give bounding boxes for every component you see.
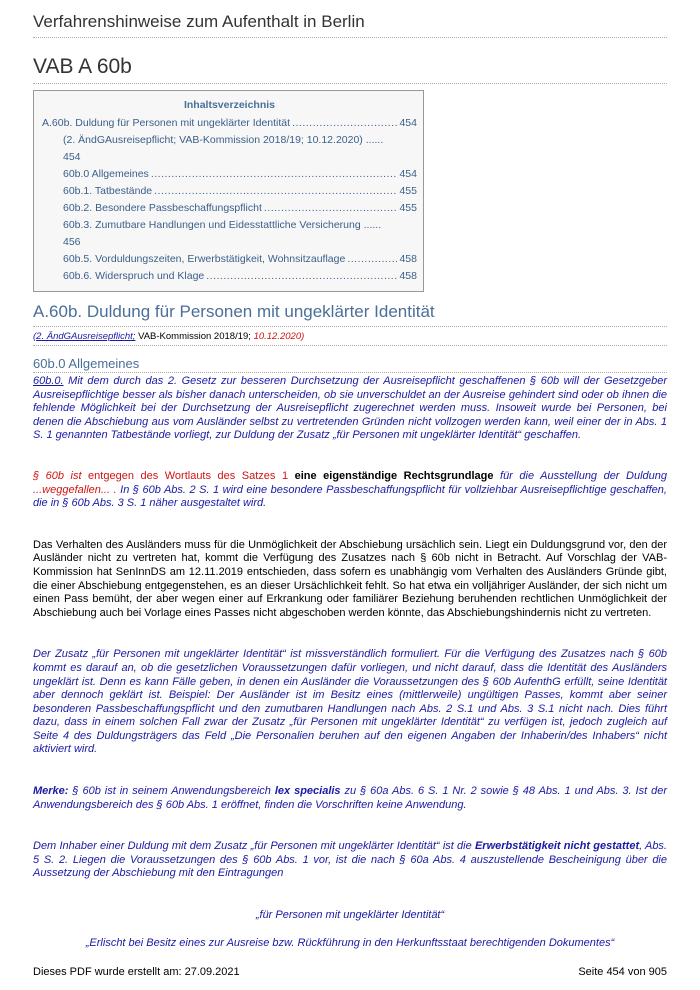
- toc-entry[interactable]: [42, 217, 417, 251]
- source-close: ): [301, 331, 305, 342]
- quote-entry: „Erlischt bei Besitz eines zur Ausreise bzw. Rückführung in den Herkunftsstaat berechtigenden Dokumentes“: [85, 936, 615, 949]
- toc-leader: [154, 183, 397, 200]
- toc-leader: [264, 200, 398, 217]
- toc-entry-label[interactable]: (2. ÄndGAusreisepflicht; VAB-Kommission 2018/19; 10.12.2020): [63, 134, 363, 146]
- toc-entry-page[interactable]: 455: [399, 185, 417, 197]
- paragraph-text: Mit dem durch das 2. Gesetz zur besseren Durchsetzung der Ausreisepflicht geschaffenen § 60b will der Gesetzgeber Ausreisepflichtige besser als bisher danach unterscheiden, ob sie unverschuldet an der Ausreise gehindert sind oder ob ihnen die fehlende Möglichkeit bei der Durchsetzung der Ausreisepflicht zugerechnet werden muss. Insoweit wurde bei Personen, bei denen die Abschiebung aus vom Ausländer selbst zu vertretenden Gründen nicht vollzogen werden kann, weil einer der in Abs. 1 S. 1 genannten Tatbestände vorliegt, zur Duldung der Zusatz „für Personen mit ungeklärter Identität“ geschaffen.: [33, 375, 667, 442]
- toc-entry-page[interactable]: 454: [63, 151, 81, 163]
- paragraph-ref-link[interactable]: 60b.0.: [33, 375, 64, 387]
- paragraph-causality: Das Verhalten des Ausländers muss für die Unmöglichkeit der Abschiebung ursächlich sein. Liegt ein Duldungsgrund vor, den der Ausländer nicht zu vertreten hat, kommt die Verfügung des Zusatzes nach § 60b nicht in Betracht. Auf Vorschlag der VAB-Kommission hat SenInnDS am 12.11.2019 entschieden, dass sofern es unabhängig vom Verhalten des Ausländers Gründe gibt, die einer Abschiebung entgegenstehen, es an dieser Ursächlichkeit fehlt. So hat etwa ein volljähriger Ausländer, der sich nicht um einen Pass bemüht, der aber wegen einer auf Erkrankung oder familiärer Beziehung beruhenden rechtlichen Unmöglichkeit der Abschiebung auch bei Vorlage eines Passes nicht abgeschoben werden könnte, das Abschiebungshindernis nicht zu vertreten.: [33, 538, 667, 619]
- text-run: Merke:: [33, 785, 69, 798]
- text-run: für die Ausstellung der Duldung: [493, 469, 667, 482]
- toc-leader: ......: [365, 134, 384, 146]
- toc-entry[interactable]: [42, 166, 417, 183]
- toc-entry-label[interactable]: 60b.5. Vorduldungszeiten, Erwerbstätigkeit, Wohnsitzauflage: [63, 253, 346, 265]
- footer-created-date: Dieses PDF wurde erstellt am: 27.09.2021: [33, 966, 240, 978]
- source-open: (: [33, 331, 37, 342]
- text-run: zu § 60a Abs. 6 S. 1 Nr. 2 sowie § 48 Abs. 1 und Abs. 3. Ist der Anwendungsbereich des § 60b Abs. 1 eröffnet, finden die Vorschriften keine Anwendung.: [33, 785, 667, 811]
- text-run: Dem Inhaber einer Duldung mit dem Zusatz „für Personen mit ungeklärter Identität“ ist die: [33, 840, 475, 853]
- toc-entry[interactable]: [42, 115, 417, 132]
- toc-entry-page[interactable]: 454: [399, 168, 417, 180]
- toc-entry-label[interactable]: 60b.0 Allgemeines: [63, 168, 149, 180]
- toc-entry[interactable]: [42, 132, 417, 166]
- toc-leader: [206, 268, 397, 285]
- page-footer: [33, 966, 667, 978]
- section-heading: A.60b. Duldung für Personen mit ungeklärter Identität: [33, 302, 667, 327]
- paragraph-addition: Der Zusatz „für Personen mit ungeklärter Identität“ ist missverständlich formuliert. Für die Verfügung des Zusatzes nach § 60b kommt es darauf an, ob die gesetzlichen Voraussetzungen dafür vorliegen, und nicht darauf, dass die Identität des Ausländers ungeklärt ist. Denn es kann Fälle geben, in denen ein Ausländer die Voraussetzungen des § 60b AufenthG erfüllt, seine Identität aber dennoch geklärt ist. Beispiel: Der Ausländer ist im Besitz eines (mittlerweile) ungültigen Passes, kommt aber seiner besonderen Passbeschaffungspflicht und den zumutbaren Handlungen nach Abs. 2 S.1 und Abs. 3 S.1 nicht nach. Dies führt dazu, dass in einem solchen Fall zwar der Zusatz „für Personen mit ungeklärter Identität“ zu verfügen ist, jedoch zugleich auf Seite 4 des Duldungsträgers das Feld „Die Personalien beruhen auf den eigenen Angaben der Inhaberin/des Inhabers“ nicht aktiviert wird.: [33, 648, 667, 756]
- toc-entry-label[interactable]: 60b.3. Zumutbare Handlungen und Eidesstattliche Versicherung: [63, 219, 361, 231]
- toc-leader: ......: [363, 219, 382, 231]
- document-title: VAB A 60b: [33, 55, 667, 84]
- toc-entry-page[interactable]: 454: [399, 117, 417, 129]
- paragraph-intro: [33, 375, 667, 443]
- text-run: § 60b ist in seinem Anwendungsbereich: [68, 785, 275, 798]
- toc-leader: [292, 115, 397, 132]
- toc-entry[interactable]: [42, 251, 417, 268]
- text-run: eine: [294, 469, 317, 482]
- text-run: ...weggefallen... .: [33, 483, 117, 496]
- toc-entry-label[interactable]: 60b.2. Besondere Passbeschaffungspflicht: [63, 202, 262, 214]
- toc-entry-page[interactable]: 458: [399, 270, 417, 282]
- paragraph-note: [33, 785, 667, 812]
- toc-entry-page[interactable]: 458: [399, 253, 417, 265]
- toc-entry-label[interactable]: A.60b. Duldung für Personen mit ungeklärter Identität: [42, 117, 291, 129]
- toc-heading: Inhaltsverzeichnis: [183, 99, 276, 111]
- toc-entry-page[interactable]: 455: [399, 202, 417, 214]
- toc-leader: [151, 166, 398, 183]
- source-note: [33, 331, 667, 346]
- source-law-link[interactable]: 2. ÄndGAusreisepflicht;: [36, 331, 136, 342]
- text-run: entgegen des Wortlauts des Satzes 1: [81, 469, 295, 482]
- source-commission: VAB-Kommission 2018/19;: [135, 331, 254, 342]
- table-of-contents: [33, 90, 424, 292]
- text-run: Erwerbstätigkeit nicht gestattet: [474, 840, 640, 853]
- quote-entry: „für Personen mit ungeklärter Identität“: [255, 909, 445, 922]
- paragraph-legal-basis: [33, 470, 667, 511]
- text-run: lex specialis: [274, 785, 341, 798]
- footer-page-number: Seite 454 von 905: [578, 966, 667, 978]
- document-page: [33, 0, 667, 950]
- paragraph-employment: [33, 840, 667, 881]
- subsection-heading: 60b.0 Allgemeines: [33, 356, 667, 373]
- running-header: Verfahrenshinweise zum Aufenthalt in Berlin: [33, 12, 667, 38]
- toc-entry-label[interactable]: 60b.1. Tatbestände: [63, 185, 153, 197]
- toc-entry-page[interactable]: 456: [63, 236, 81, 248]
- text-run: § 60b ist: [33, 469, 82, 482]
- source-date: 10.12.2020: [253, 331, 302, 342]
- toc-leader: [347, 251, 397, 268]
- text-run: In § 60b Abs. 2 S. 1 wird eine besondere Passbeschaffungspflicht für vollziehbar Ausreisepflichtige geschaffen, die in § 60b Abs. 3 S. 1 näher ausgestaltet wird.: [33, 483, 667, 510]
- toc-entry[interactable]: [42, 183, 417, 200]
- toc-entry[interactable]: [42, 268, 417, 285]
- toc-entry[interactable]: [42, 200, 417, 217]
- text-run: eigenständige Rechtsgrundlage: [323, 469, 494, 482]
- text-run: , Abs. 5 S. 2. Liegen die Voraussetzungen des § 60b Abs. 1 vor, ist die nach § 60a Abs. 4 auszustellende Bescheinigung über die Aussetzung der Abschiebung mit den Eintragungen: [33, 840, 667, 880]
- toc-entry-label[interactable]: 60b.6. Widerspruch und Klage: [63, 270, 205, 282]
